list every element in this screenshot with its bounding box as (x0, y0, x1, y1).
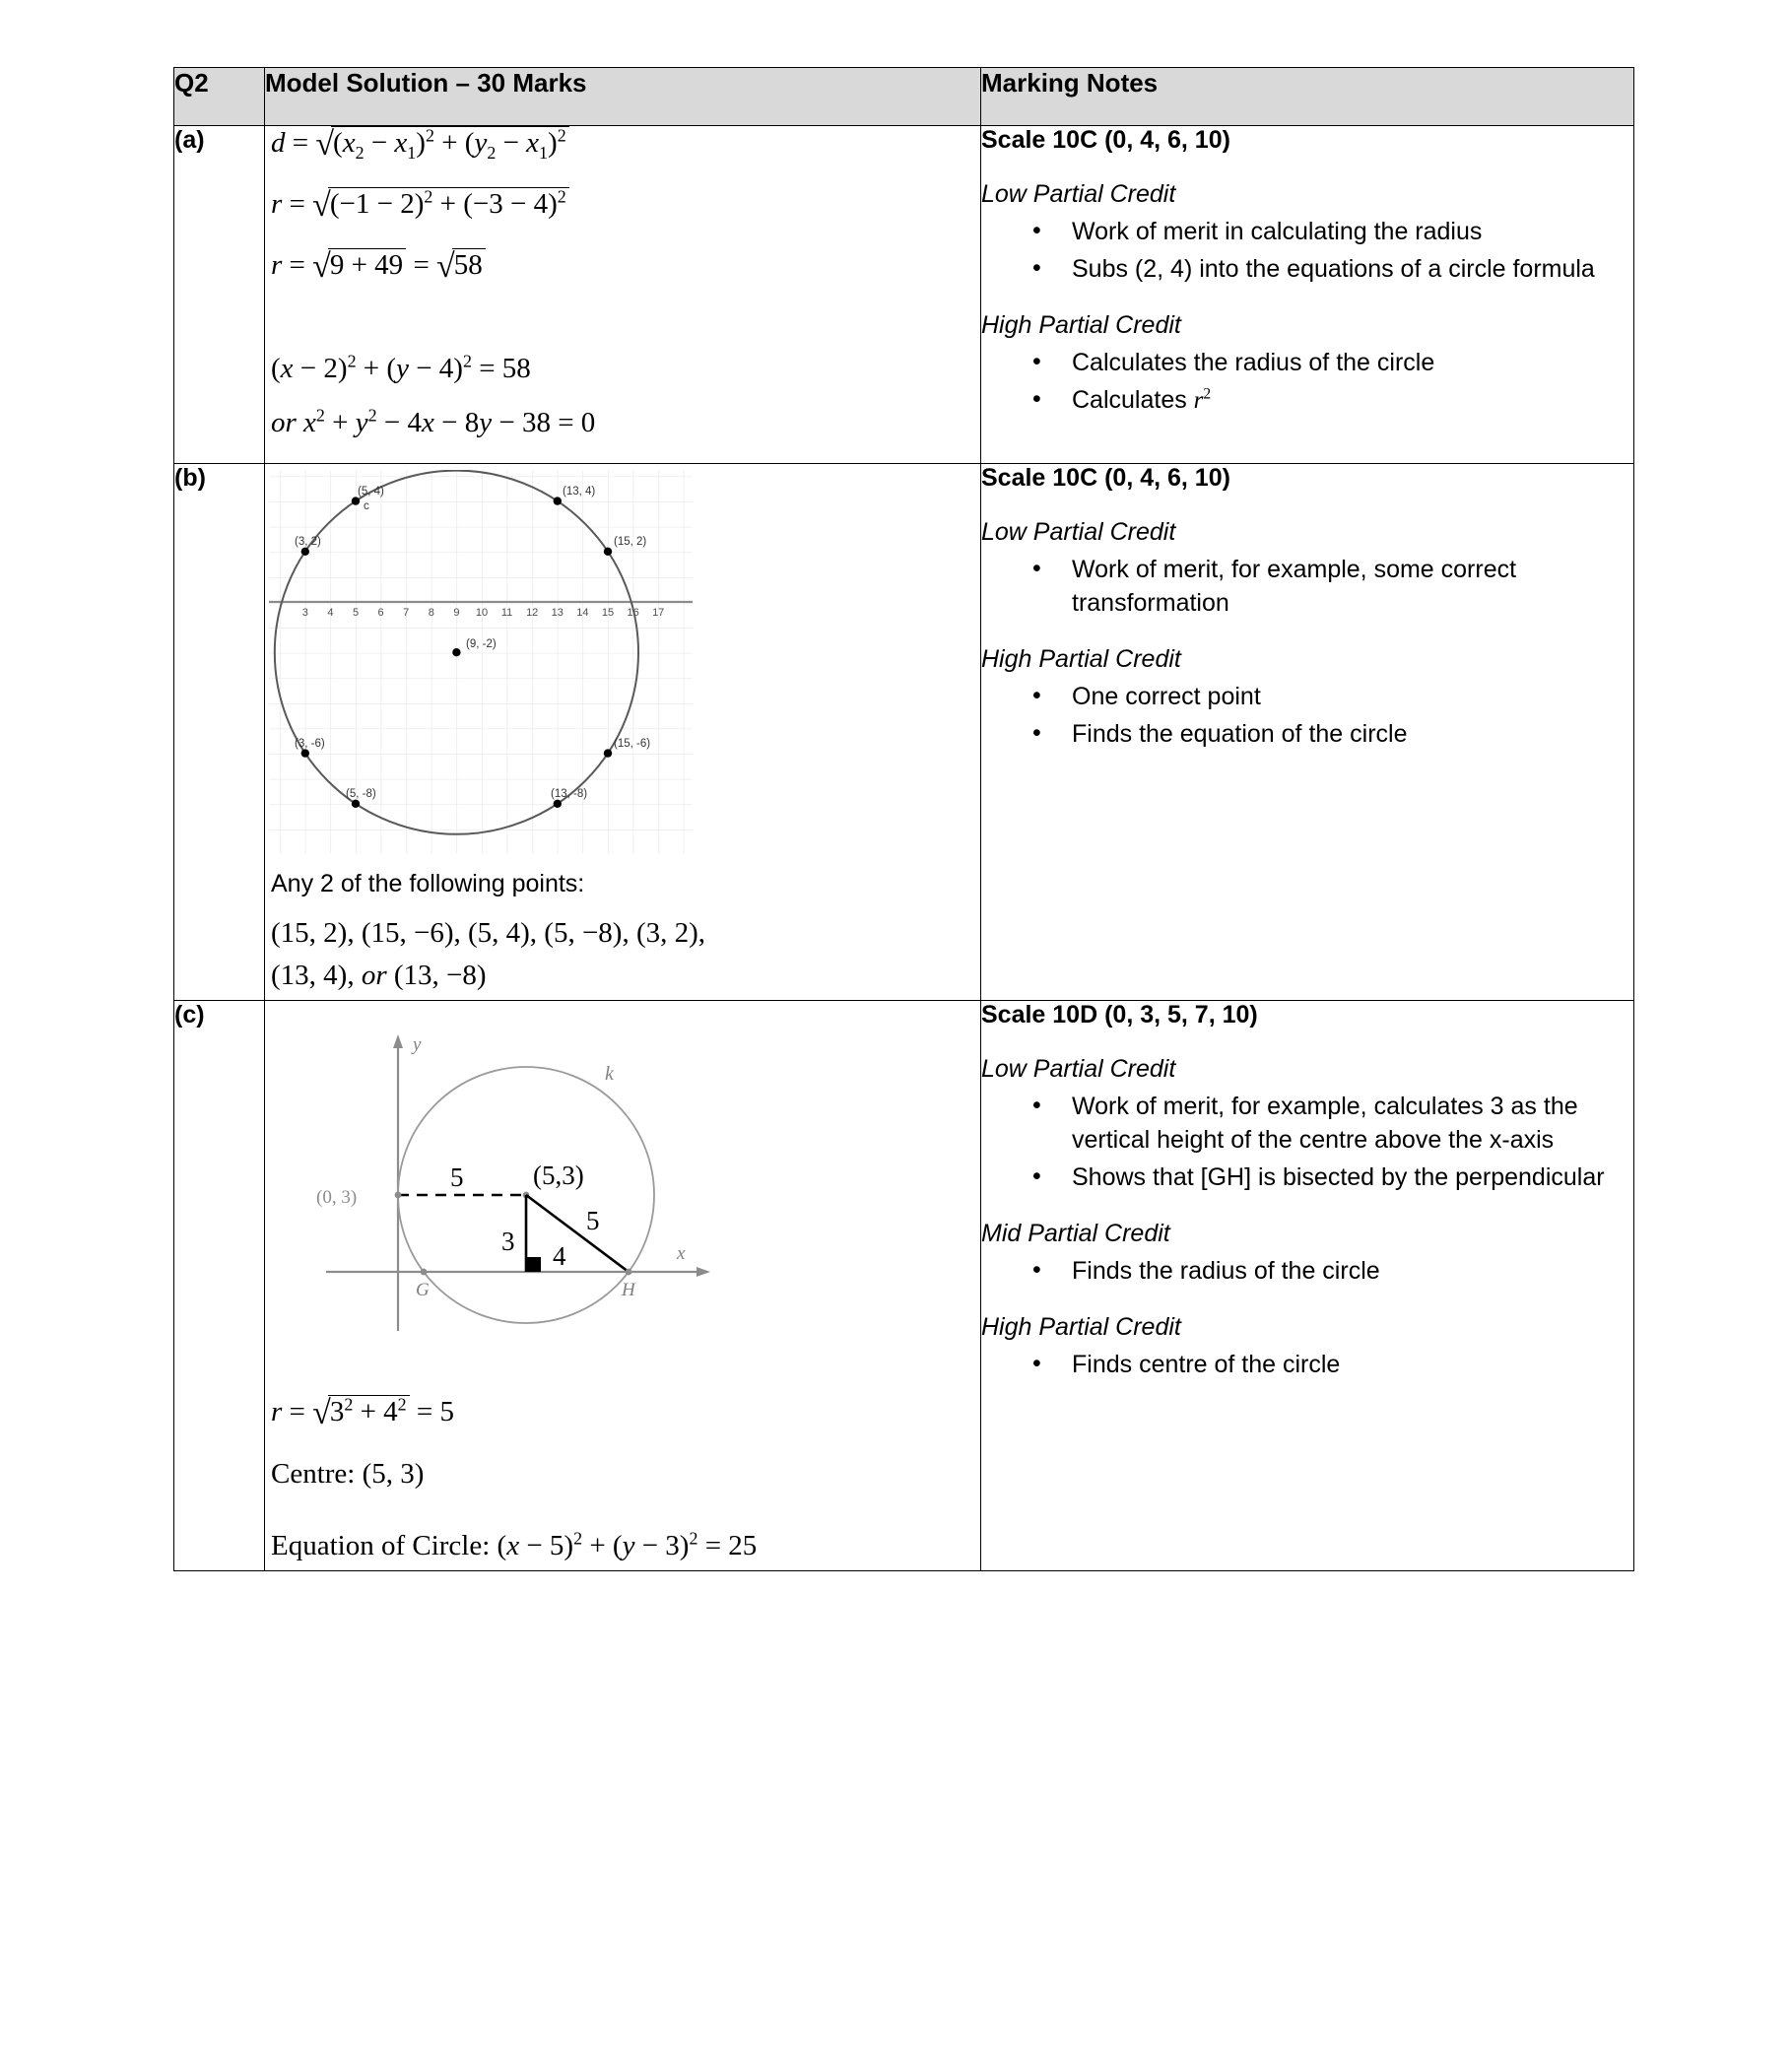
svg-text:16: 16 (627, 607, 639, 619)
model-solution-b (265, 464, 981, 1001)
point-13-4 (554, 497, 562, 504)
answer-key-page (173, 67, 1633, 1571)
x-axis-tick-labels (302, 607, 665, 619)
credit-heading-c-mid: Mid Partial Credit (981, 1219, 1170, 1247)
label-segment-4-horizontal: 4 (553, 1240, 566, 1271)
label-15-2: (15, 2) (614, 536, 647, 548)
credit-list-a-high (981, 346, 1633, 418)
point-centre-9-neg2 (452, 648, 460, 656)
credit-list-c-mid (981, 1254, 1633, 1288)
list-item: • Shows that [GH] is bisected by the perpendicular (1032, 1161, 1633, 1194)
spacer (265, 309, 980, 355)
circle-diagram-c-svg (304, 1011, 728, 1356)
point-13-neg8 (554, 800, 562, 808)
credit-list-b-low (981, 553, 1633, 620)
svg-text:3: 3 (301, 607, 308, 619)
label-9-neg2: (9, -2) (466, 638, 497, 650)
points-line-2: (13, 4), or (13, −8) (271, 959, 487, 991)
marking-notes-c (981, 1000, 1634, 1570)
svg-text:15: 15 (601, 607, 615, 619)
point-3-2 (301, 548, 309, 556)
svg-text:4: 4 (327, 607, 334, 619)
svg-text:9: 9 (453, 607, 460, 619)
point-15-2 (604, 548, 612, 556)
header-question: Q2 (174, 68, 265, 126)
grid-background (269, 470, 693, 854)
point-0-3 (395, 1192, 402, 1199)
label-5-4: (5, 4) (358, 486, 384, 498)
centre-statement-c: Centre: (5, 3) (271, 1457, 425, 1490)
points-caption: Any 2 of the following points: (271, 870, 585, 897)
credit-heading-c-high: High Partial Credit (981, 1312, 1181, 1341)
marking-scheme-table (173, 67, 1634, 1571)
svg-text:7: 7 (403, 607, 410, 619)
part-label-a: (a) (174, 126, 265, 464)
list-item: • Finds the equation of the circle (1032, 717, 1633, 751)
table-row-part-a (174, 126, 1634, 464)
svg-text:5: 5 (352, 607, 360, 619)
list-item: • Work of merit in calculating the radius (1032, 215, 1633, 248)
svg-text:12: 12 (526, 607, 539, 619)
label-H: H (622, 1279, 635, 1300)
table-header-row (174, 68, 1634, 126)
list-item: • Work of merit, for example, some correct transformation (1032, 553, 1633, 620)
label-3-2: (3, 2) (295, 536, 321, 548)
point-H (626, 1269, 632, 1276)
list-item: • Calculates $r^2$ (1032, 383, 1633, 418)
point-3-neg6 (301, 749, 309, 757)
y-axis-arrow (393, 1034, 403, 1048)
label-0-3: (0, 3) (316, 1186, 358, 1208)
label-centre-5-3: (5,3) (533, 1160, 584, 1190)
scale-label-c: Scale 10D (0, 3, 5, 7, 10) (981, 1000, 1258, 1028)
marking-notes-a (981, 126, 1634, 464)
equation-of-circle-c: Equation of Circle: $(x - 5)^2 + (y - 3)^2 = 25$ (271, 1528, 758, 1562)
label-segment-3-vertical: 3 (501, 1226, 515, 1256)
svg-text:8: 8 (428, 607, 434, 619)
equation-radius-substitution: $r = √(-1 - 2)^2 + (-3 - 4)^2$ (271, 187, 980, 223)
circle-diagram-figure (304, 1011, 980, 1356)
svg-text:17: 17 (652, 607, 665, 619)
label-G: G (416, 1279, 430, 1300)
equation-distance-formula: $d = √(x_2 - x_1)^2 + (y_2 - x_1)^2$ (271, 126, 980, 162)
equation-radius-c: $r = √3^2 + 4^2 = 5$ (271, 1394, 455, 1431)
right-angle-marker (526, 1257, 541, 1272)
header-model-solution: Model Solution – 30 Marks (265, 68, 981, 126)
credit-list-c-high (981, 1348, 1633, 1381)
svg-text:10: 10 (475, 607, 489, 619)
model-solution-a (265, 126, 981, 464)
list-item: • Calculates the radius of the circle (1032, 346, 1633, 379)
circle-graph-b-svg (269, 470, 693, 854)
marking-notes-b (981, 464, 1634, 1001)
scale-label-a: Scale 10C (0, 4, 6, 10) (981, 126, 1230, 154)
circle-label-k: k (605, 1062, 614, 1085)
points-line-1: (15, 2), (15, −6), (5, 4), (5, −8), (3, 2), (271, 916, 706, 949)
part-label-c: (c) (174, 1000, 265, 1570)
table-row-part-c (174, 1000, 1634, 1570)
part-label-b: (b) (174, 464, 265, 1001)
credit-list-b-high (981, 680, 1633, 751)
credit-list-a-low (981, 215, 1633, 286)
equation-circle-general-form: or $x^2 + y^2 - 4x - 8y - 38 = 0$ (271, 405, 596, 438)
header-marking-notes: Marking Notes (981, 68, 1634, 126)
table-row-part-b (174, 464, 1634, 1001)
svg-text:14: 14 (576, 607, 589, 619)
radius-segment-to-H (526, 1195, 629, 1272)
label-c: c (364, 500, 369, 512)
credit-heading-b-low: Low Partial Credit (981, 518, 1176, 546)
svg-text:6: 6 (377, 607, 384, 619)
equation-circle-standard-form: $(x - 2)^2 + (y - 4)^2 = 58$ (271, 351, 531, 384)
scale-label-b: Scale 10C (0, 4, 6, 10) (981, 464, 1230, 492)
label-segment-5-radius: 5 (586, 1205, 600, 1235)
point-15-neg6 (604, 749, 612, 757)
y-axis-label: y (413, 1033, 422, 1055)
label-13-4: (13, 4) (563, 486, 596, 498)
credit-heading-b-high: High Partial Credit (981, 645, 1181, 673)
point-G (421, 1269, 428, 1276)
label-segment-5-horizontal: 5 (450, 1161, 464, 1192)
point-5-4 (352, 497, 360, 504)
x-axis-label: x (677, 1242, 686, 1264)
list-item: • Subs (2, 4) into the equations of a circle formula (1032, 252, 1633, 286)
circle-graph-figure (269, 470, 980, 854)
list-item: • Finds the radius of the circle (1032, 1254, 1633, 1288)
label-3-neg6: (3, -6) (295, 738, 325, 750)
point-5-neg8 (352, 800, 360, 808)
credit-list-c-low (981, 1090, 1633, 1194)
svg-text:13: 13 (551, 607, 564, 619)
label-13-neg8: (13, -8) (551, 788, 588, 800)
x-axis-arrow (697, 1267, 710, 1277)
label-5-neg8: (5, -8) (346, 788, 376, 800)
credit-heading-a-low: Low Partial Credit (981, 180, 1176, 208)
list-item: • Finds centre of the circle (1032, 1348, 1633, 1381)
list-item: • Work of merit, for example, calculates 3 as the vertical height of the centre above the x-axis (1032, 1090, 1633, 1157)
label-15-neg6: (15, -6) (614, 738, 651, 750)
svg-text:11: 11 (500, 607, 513, 619)
model-solution-c (265, 1000, 981, 1570)
equation-radius-value: r = √9 + 49 = √58 (271, 248, 980, 284)
list-item: • One correct point (1032, 680, 1633, 713)
credit-heading-c-low: Low Partial Credit (981, 1054, 1176, 1083)
credit-heading-a-high: High Partial Credit (981, 311, 1181, 339)
